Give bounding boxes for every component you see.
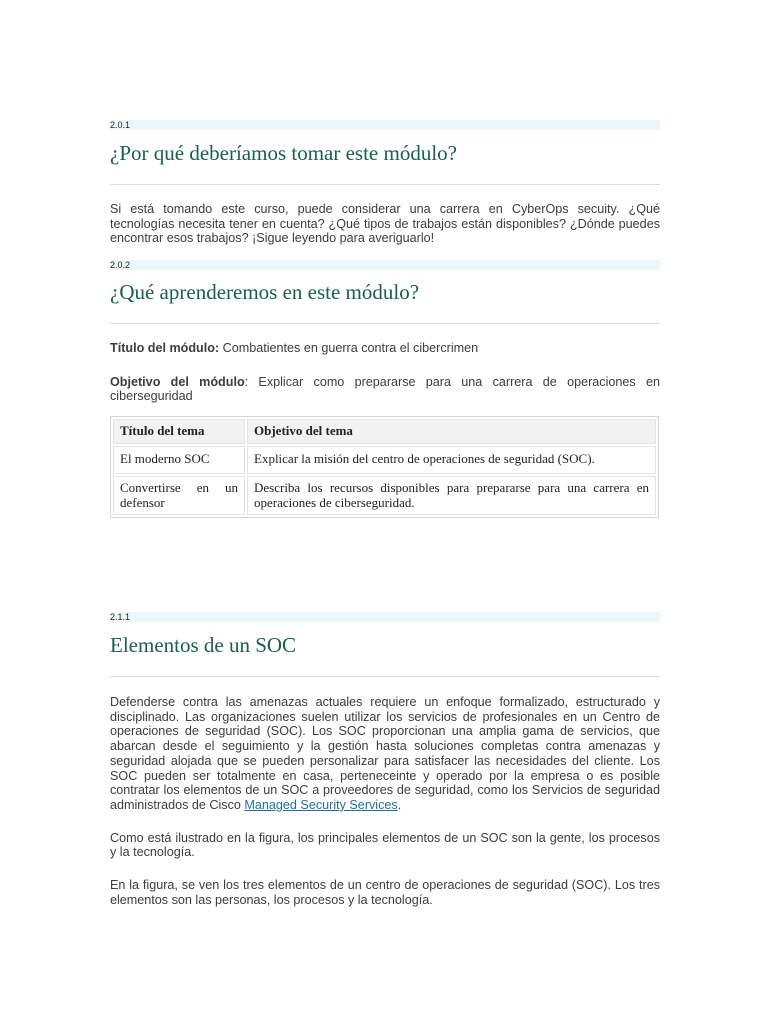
figure-paragraph: En la figura, se ven los tres elementos de un centro de operaciones de seguridad (SOC). Los tres elementos son las personas, los procesos y la tecnología. — [110, 878, 660, 907]
section-2-0-2 — [110, 260, 660, 518]
module-objective-line — [110, 375, 660, 404]
soc-paragraph-end: . — [397, 797, 402, 812]
module-title-value: Combatientes en guerra contra el cibercrimen — [219, 341, 479, 355]
table-cell: Explicar la misión del centro de operaciones de seguridad (SOC). — [247, 446, 656, 475]
topics-table — [110, 416, 659, 518]
module-title-line — [110, 341, 660, 356]
intro-paragraph: Si está tomando este curso, puede considerar una carrera en CyberOps secuity. ¿Qué tecnologías necesita tener en cuenta? ¿Qué tipos de trabajos están disponibles? ¿Dónde puedes encontrar esos trabajos? ¡Sigue leyendo para averiguarlo! — [110, 202, 660, 246]
section-number: 2.0.2 — [110, 260, 660, 270]
module-title-label: Título del módulo: — [110, 341, 220, 355]
section-2-0-1 — [110, 120, 660, 246]
managed-security-services-link[interactable]: Managed Security Services — [244, 797, 398, 812]
soc-paragraph — [110, 695, 660, 813]
table-header-row — [113, 419, 656, 444]
table-cell: Convertirse en un defensor — [113, 476, 245, 515]
divider — [110, 676, 660, 677]
elements-paragraph: Como está ilustrado en la figura, los principales elementos de un SOC son la gente, los procesos y la tecnología. — [110, 830, 660, 860]
table-cell: El moderno SOC — [113, 446, 245, 475]
table-header-cell: Título del tema — [113, 419, 245, 444]
table-row — [113, 446, 656, 475]
table-cell: Describa los recursos disponibles para prepararse para una carrera en operaciones de ciberseguridad. — [247, 476, 656, 515]
section-title: Elementos de un SOC — [110, 633, 297, 657]
section-number: 2.1.1 — [110, 612, 660, 622]
section-2-1-1 — [110, 612, 660, 907]
table-header-cell: Objetivo del tema — [247, 419, 656, 444]
module-objective-value: : Explicar como prepararse para una carrera de operaciones en ciberseguridad — [110, 374, 661, 404]
soc-paragraph-text: Defenderse contra las amenazas actuales requiere un enfoque formalizado, estructurado y disciplinado. Las organizaciones suelen utilizar los servicios de profesionales en un Centro de operaciones de seguridad (SOC). Los SOC proporcionan una amplia gama de servicios, que abarcan desde el seguimiento y la gestión hasta soluciones completas contra amenazas y seguridad alojada que se pueden personalizar para satisfacer las necesidades del cliente. Los SOC pueden ser totalmente en casa, perteneceinte y operado por la empresa o es posible contratar los elementos de un SOC a proveedores de seguridad, como los Servicios de seguridad administrados de Cisco — [110, 695, 660, 812]
module-objective-label: Objetivo del módulo — [110, 374, 245, 389]
divider — [110, 184, 660, 185]
divider — [110, 323, 660, 324]
section-number: 2.0.1 — [110, 120, 660, 130]
section-title: ¿Por qué deberíamos tomar este módulo? — [110, 141, 457, 165]
table-row — [113, 476, 656, 515]
section-title: ¿Qué aprenderemos en este módulo? — [110, 280, 420, 304]
